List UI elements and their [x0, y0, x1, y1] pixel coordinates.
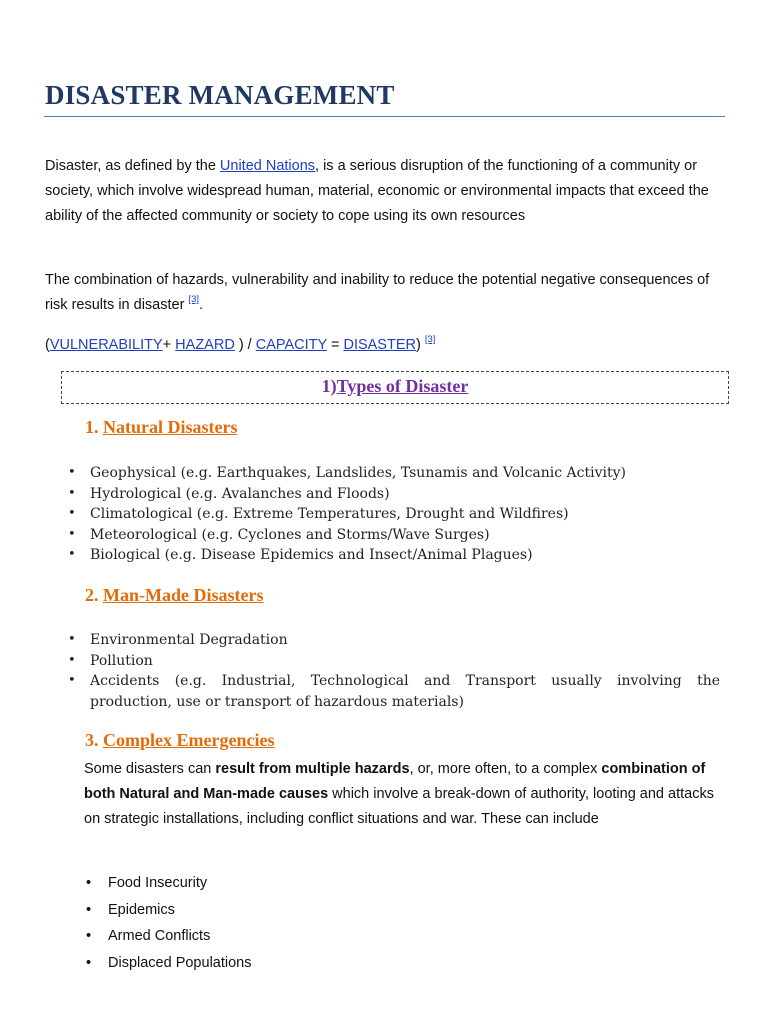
list-item: • Biological (e.g. Disease Epidemics and Insect/Animal Plagues)	[64, 545, 720, 566]
bold-multiple-hazards: result from multiple hazards	[215, 761, 410, 777]
complex-emergencies-list	[84, 870, 251, 976]
intro-text-after: , is a serious disruption of the functioning of a community or society, which involve widespread human, material, economic or environmental impacts that exceed the ability of the affected community or society to cope using its own resources	[45, 158, 709, 224]
disaster-link[interactable]: DISASTER	[343, 337, 416, 353]
combination-end: .	[199, 297, 204, 313]
bullet-icon: •	[86, 954, 92, 971]
types-of-disaster-heading	[62, 376, 728, 397]
list-item: • Pollution	[64, 651, 720, 672]
vulnerability-link[interactable]: VULNERABILITY	[49, 337, 163, 353]
intro-text-before: Disaster, as defined by the	[45, 158, 220, 174]
list-item: • Climatological (e.g. Extreme Temperatures, Drought and Wildfires)	[64, 504, 720, 525]
disaster-formula	[45, 333, 725, 358]
capacity-link[interactable]: CAPACITY	[255, 337, 327, 353]
natural-disasters-list	[64, 463, 720, 566]
title-underline-divider	[44, 116, 725, 117]
complex-number: 3.	[85, 730, 103, 750]
hazard-link[interactable]: HAZARD	[175, 337, 235, 353]
types-heading-number: 1)	[321, 376, 337, 396]
list-item: • Geophysical (e.g. Earthquakes, Landslides, Tsunamis and Volcanic Activity)	[64, 463, 720, 484]
page-title: DISASTER MANAGEMENT	[45, 80, 395, 110]
bullet-icon: •	[86, 928, 92, 944]
formula-eq: =	[326, 337, 344, 353]
bullet-icon: •	[68, 465, 76, 480]
formula-open: (	[45, 337, 50, 353]
formula-plus: +	[162, 337, 176, 353]
types-of-disaster-box	[61, 371, 729, 404]
list-item: • Environmental Degradation	[64, 630, 720, 651]
complex-emergencies-link[interactable]: Complex Emergencies	[103, 730, 275, 750]
bullet-icon: •	[68, 506, 76, 521]
natural-number: 1.	[85, 417, 103, 437]
bullet-icon: •	[68, 632, 76, 647]
combination-text: The combination of hazards, vulnerability and inability to reduce the potential negative consequences of risk results in disaster	[45, 272, 710, 313]
natural-disasters-link[interactable]: Natural Disasters	[103, 417, 238, 437]
list-item	[64, 671, 720, 712]
man-made-disasters-heading	[85, 585, 263, 606]
types-of-disaster-link[interactable]: Types of Disaster	[336, 376, 469, 396]
man-made-disasters-list	[64, 630, 720, 712]
complex-emergencies-paragraph: Some disasters can result from multiple hazards, or, more often, to a complex combination of both Natural and Man-made causes which involve a break-down of authority, looting and attacks on strategic installations, including conflict situations and war. These can include	[84, 761, 714, 827]
intro-paragraph	[45, 154, 725, 229]
united-nations-link[interactable]: United Nations	[219, 158, 316, 174]
list-item: • Displaced Populations	[84, 950, 251, 977]
bullet-icon: •	[86, 901, 92, 918]
bullet-icon: •	[68, 526, 76, 542]
bullet-icon: •	[86, 875, 92, 891]
bullet-icon: •	[68, 547, 76, 562]
man-made-disasters-link[interactable]: Man-Made Disasters	[103, 585, 264, 605]
bold-combination-causes: combination of both Natural and Man-made causes	[84, 761, 706, 802]
list-item: • Hydrological (e.g. Avalanches and Floods)	[64, 484, 720, 505]
manmade-number: 2.	[85, 585, 103, 605]
formula-close: )	[415, 337, 421, 353]
accidents-line-1: Accidents (e.g. Industrial, Technological and Transport usually involving the	[90, 673, 720, 689]
list-item: • Armed Conflicts	[84, 923, 251, 950]
accidents-line-2: production, use or transport of hazardous materials)	[90, 693, 464, 710]
reference-link-3[interactable]: [3]	[188, 294, 199, 305]
list-item: • Meteorological (e.g. Cyclones and Storms/Wave Surges)	[64, 525, 720, 546]
list-item: • Epidemics	[84, 897, 251, 924]
combination-paragraph	[45, 268, 725, 318]
complex-emergencies-heading	[85, 730, 274, 751]
natural-disasters-heading	[85, 417, 237, 438]
bullet-icon: •	[68, 673, 76, 688]
formula-reference-link-3[interactable]: [3]	[424, 334, 436, 345]
bullet-icon: •	[68, 652, 76, 668]
bullet-icon: •	[68, 485, 76, 501]
formula-mid: ) /	[234, 337, 256, 353]
list-item: • Food Insecurity	[84, 870, 251, 897]
